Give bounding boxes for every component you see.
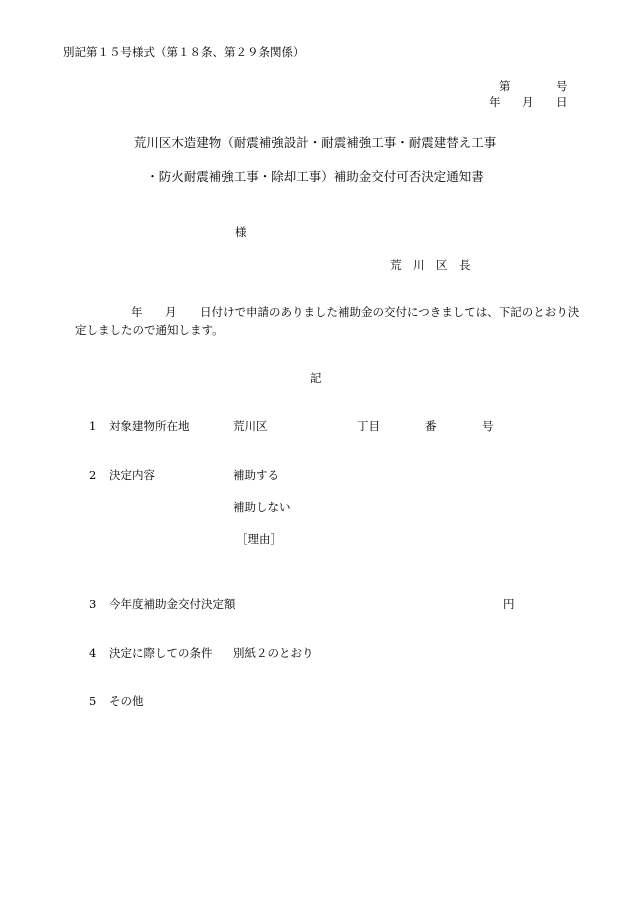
doc-number-prefix: 第 — [499, 79, 511, 93]
item3-unit: 円 — [503, 597, 515, 611]
item3-label: 今年度補助金交付決定額 — [109, 597, 236, 611]
document-title-line1: 荒川区木造建物（耐震補強設計・耐震補強工事・耐震建替え工事 — [133, 135, 497, 150]
recipient-honorific: 様 — [235, 225, 247, 239]
item1-number: 1 — [89, 419, 97, 433]
date-day: 日 — [556, 95, 568, 109]
item2-option-deny: 補助しない — [233, 500, 291, 514]
item2-number: 2 — [89, 468, 97, 482]
doc-number-suffix: 号 — [556, 79, 568, 93]
item3-number: 3 — [89, 597, 97, 611]
date-year: 年 — [489, 95, 501, 109]
form-number: 別記第１５号様式（第１８条、第２９条関係） — [63, 45, 305, 59]
body-year: 年 — [131, 305, 143, 319]
item1-chome: 丁目 — [357, 419, 380, 433]
item2-option-grant: 補助する — [233, 468, 279, 482]
document-title-line2: ・防火耐震補強工事・除却工事）補助金交付可否決定通知書 — [146, 169, 484, 184]
item1-ward: 荒川区 — [233, 419, 268, 433]
sender-name: 荒 川 区 長 — [390, 258, 471, 272]
item5-label: その他 — [109, 694, 144, 708]
item2-label: 決定内容 — [109, 468, 155, 482]
item4-label: 決定に際しての条件 — [109, 646, 213, 660]
item1-label: 対象建物所在地 — [109, 419, 190, 433]
body-text-line2: 定しましたので通知します。 — [75, 323, 224, 337]
body-month: 月 — [165, 305, 177, 319]
item4-value: 別紙２のとおり — [233, 646, 314, 660]
ki-heading: 記 — [310, 371, 322, 385]
date-month: 月 — [522, 95, 534, 109]
item1-ban: 番 — [425, 419, 437, 433]
item2-reason: ［理由］ — [236, 532, 282, 546]
body-text-line1: 日付けで申請のありました補助金の交付につきましては、下記のとおり決 — [200, 305, 580, 319]
item4-number: 4 — [89, 646, 97, 660]
item5-number: 5 — [89, 694, 97, 708]
item1-go: 号 — [482, 419, 494, 433]
